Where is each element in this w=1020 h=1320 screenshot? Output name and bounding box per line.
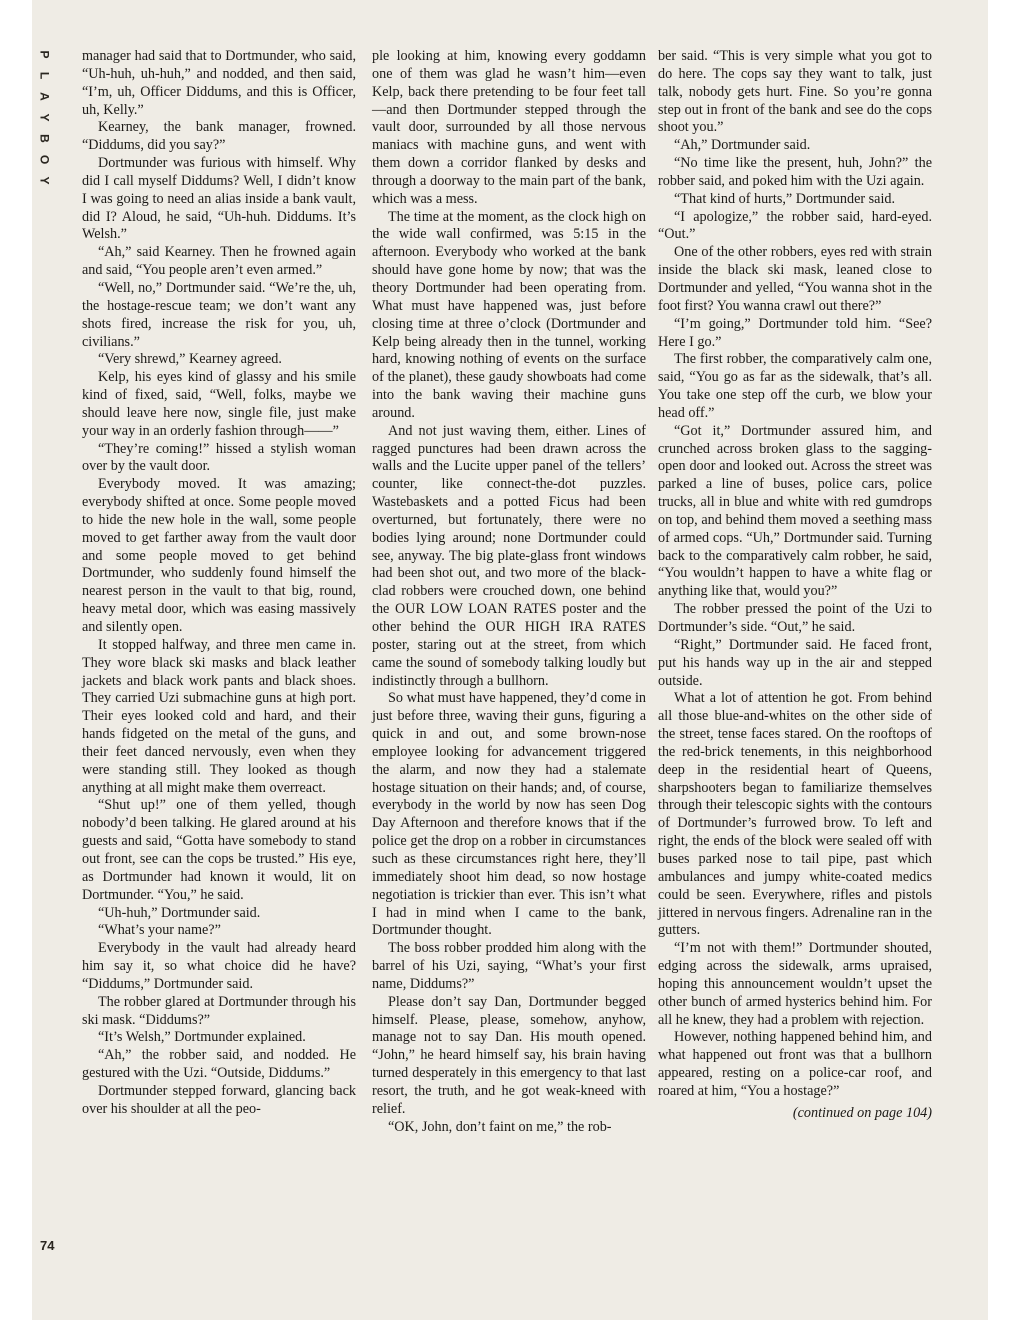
paragraph: Dortmunder was furious with himself. Why did I call myself Diddums? Well, I didn’t know I was going to need an alias inside a bank vault, did I? Aloud, he said, “Uh-huh. Diddums. It’s Welsh.”	[82, 155, 356, 243]
paragraph: “Shut up!” one of them yelled, though nobody’d been talking. He glared around at his guests and said, “Gotta have somebody to stand out front, see can the cops be trusted.” His eye, as Dortmunder had known it would, lit on Dortmunder. “You,” he said.	[82, 797, 356, 903]
paragraph: “That kind of hurts,” Dortmunder said.	[674, 190, 896, 207]
paragraph: However, nothing happened behind him, and what happened out front was that a bullhorn appeared, resting on a police-car roof, and roared at him, “You a hostage?”	[658, 1029, 932, 1099]
paragraph: The time at the moment, as the clock high on the wide wall confirmed, was 5:15 in the afternoon. Everybody who worked at the bank should have gone home by now; that was the theory Dortmunder had been operating from. What must have happened was, just before closing time at three o’clock (Dortmunder and Kelp being already then in the tunnel, working hard, knowing nothing of events on the surface of the planet), these gaudy showboats had come into the bank waving their machine guns around.	[372, 208, 646, 421]
magazine-page	[32, 0, 988, 1320]
masthead	[36, 44, 52, 191]
paragraph: “I apologize,” the robber said, hard-eyed. “Out.”	[658, 208, 932, 243]
masthead-letter: Y	[37, 113, 52, 122]
paragraph: “Right,” Dortmunder said. He faced front, put his hands way up in the air and stepped outside.	[658, 636, 932, 689]
masthead-letter: P	[37, 50, 52, 59]
paragraph: “Ah,” the robber said, and nodded. He gestured with the Uzi. “Outside, Diddums.”	[82, 1047, 356, 1082]
paragraph: “OK, John, don’t faint on me,” the rob-	[388, 1118, 612, 1135]
paragraph: ple looking at him, knowing every goddamn one of them was glad he wasn’t him—even Kelp, back there pretending to be four feet tall—and then Dortmunder stepped through the vault door, surrounded by all those nervous maniacs with machine guns, and went with them down a corridor flanked by desks and through a doorway to the main part of the bank, which was a mess.	[372, 48, 646, 207]
paragraph: Please don’t say Dan, Dortmunder begged himself. Please, please, somehow, anyhow, manage not to say Dan. His mouth opened. “John,” he heard himself say, his brain having turned desperately in this emergency to that last resort, the truth, and he got weak-kneed with relief.	[372, 993, 646, 1117]
paragraph: Kearney, the bank manager, frowned. “Diddums, did you say?”	[82, 119, 356, 154]
paragraph: It stopped halfway, and three men came in. They wore black ski masks and black leather jackets and black work pants and black shoes. They carried Uzi submachine guns at high port. Their eyes looked cold and hard, and their hands fidgeted on the metal of the guns, and their feet danced nervously, even when they were standing still. They looked as though anything at all might make them overreact.	[82, 636, 356, 796]
paragraph: “It’s Welsh,” Dortmunder explained.	[98, 1029, 306, 1046]
paragraph: “Uh-huh,” Dortmunder said.	[98, 904, 261, 921]
paragraph: And not just waving them, either. Lines of ragged punctures had been drawn across the walls and the Lucite upper panel of the tellers’ counter, like connect-the-dot puzzles. Wastebaskets and a potted Ficus had been overturned, but fortunately, there were no bodies lying around; none Dortmunder could see, anyway. The big plate-glass front windows had been shot out, and two more of the black-clad robbers were crouched down, one behind the OUR LOW LOAN RATES poster and the other behind the OUR HIGH IRA RATES poster, staring out at the street, from which came the sound of somebody talking loudly but indistinctly through a bullhorn.	[372, 422, 646, 689]
paragraph: Kelp, his eyes kind of glassy and his smile kind of fixed, said, “Well, folks, maybe we should leave here now, single file, just make your way in an orderly fashion through——”	[82, 369, 356, 439]
masthead-letter: L	[37, 71, 52, 80]
paragraph: “Ah,” said Kearney. Then he frowned again and said, “You people aren’t even armed.”	[82, 244, 356, 279]
paragraph: “Very shrewd,” Kearney agreed.	[98, 351, 282, 368]
text-column-2	[372, 48, 646, 1136]
paragraph: “Well, no,” Dortmunder said. “We’re the, uh, the hostage-rescue team; we don’t want any shots fired, increase the risk for you, uh, civilians.”	[82, 279, 356, 350]
masthead-letter: Y	[37, 176, 52, 185]
paragraph: Dortmunder stepped forward, glancing back over his shoulder at all the peo-	[82, 1082, 356, 1117]
paragraph: The robber pressed the point of the Uzi to Dortmunder’s side. “Out,” he said.	[658, 601, 932, 635]
paragraph: Everybody moved. It was amazing; everybody shifted at once. Some people moved to hide the new hole in the wall, some people moved to get farther away from the vault door and some people moved to get behind Dortmunder, who suddenly found himself the nearest person in the vault to that big, round, heavy metal door, which was easing massively and silently open.	[82, 476, 356, 635]
page-number: 74	[40, 1238, 55, 1253]
masthead-letter: B	[37, 134, 52, 143]
paragraph: The first robber, the comparatively calm one, said, “You go as far as the sidewalk, that’s all. You take one step off the curb, we blow your head off.”	[658, 351, 932, 421]
paragraph: “What’s your name?”	[98, 922, 221, 939]
paragraph: manager had said that to Dortmunder, who said, “Uh-huh, uh-huh,” and nodded, and then said, “I’m, uh, Officer Diddums, and this is Officer, uh, Kelly.”	[82, 48, 356, 118]
paragraph: “I’m going,” Dortmunder told him. “See? Here I go.”	[658, 315, 932, 350]
text-column-3	[658, 48, 932, 1123]
masthead-letter: A	[37, 92, 52, 101]
paragraph: One of the other robbers, eyes red with strain inside the black ski mask, leaned close to Dortmunder and yelled, “You wanna shot in the foot first? You wanna crawl out there?”	[658, 244, 932, 314]
paragraph: The robber glared at Dortmunder through his ski mask. “Diddums?”	[82, 993, 356, 1028]
masthead-letter: O	[37, 154, 52, 165]
paragraph: Everybody in the vault had already heard him say it, so what choice did he have? “Diddums,” Dortmunder said.	[82, 940, 356, 992]
paragraph: ber said. “This is very simple what you got to do here. The cops say they want to talk, just talk, nobody gets hurt. Fine. So you’re gonna step out in front of the bank and see do the cops shoot you.”	[658, 48, 932, 136]
paragraph: “I’m not with them!” Dortmunder shouted, edging across the sidewalk, arms upraised, hoping this announcement wouldn’t upset the other bunch of armed hysterics behind him. For all he knew, they had a problem with rejection.	[658, 940, 932, 1028]
paragraph: So what must have happened, they’d come in just before three, waving their guns, figuring a quick in and out, and some brown-nose employee looking for advancement triggered the alarm, and now they had a stalemate hostage situation on their hands; and, of course, everybody in the world by now has seen Dog Day Afternoon and therefore knows that if the police get the drop on a robber in circumstances such as these circumstances right here, they’ll immediately shoot him dead, so now hostage negotiation is trickier than ever. This isn’t what I had in mind when I came to the bank, Dortmunder thought.	[372, 690, 646, 939]
paragraph: “No time like the present, huh, John?” the robber said, and poked him with the Uzi again.	[658, 155, 932, 189]
continued-note: (continued on page 104)	[792, 1104, 932, 1121]
paragraph: The boss robber prodded him along with the barrel of his Uzi, saying, “What’s your first name, Diddums?”	[372, 940, 646, 992]
text-column-1	[82, 48, 356, 1119]
paragraph: What a lot of attention he got. From behind all those blue-and-whites on the other side of the street, tense faces stared. On the rooftops of the red-brick tenements, in this neighborhood deep in the residential heart of Queens, sharpshooters began to familiarize themselves through their telescopic sights with the contours of Dortmunder’s furrowed brow. To left and right, the ends of the block were sealed off with buses parked nose to tail pipe, past which ambulances and jumpy white-coated medics could be seen. Everywhere, rifles and pistols jittered in nervous fingers. Adrenaline ran in the gutters.	[658, 690, 932, 939]
paragraph: “Got it,” Dortmunder assured him, and crunched across broken glass to the sagging-open door and looked out. Across the street was parked a line of buses, police cars, police trucks, all in blue and white with red gumdrops on top, and behind them moved a seething mass of armed cops. “Uh,” Dortmunder said. Turning back to the comparatively calm robber, he said, “You wouldn’t happen to have a white flag or anything like that, would you?”	[658, 422, 932, 600]
paragraph: “They’re coming!” hissed a stylish woman over by the vault door.	[82, 440, 356, 475]
paragraph: “Ah,” Dortmunder said.	[674, 137, 811, 154]
